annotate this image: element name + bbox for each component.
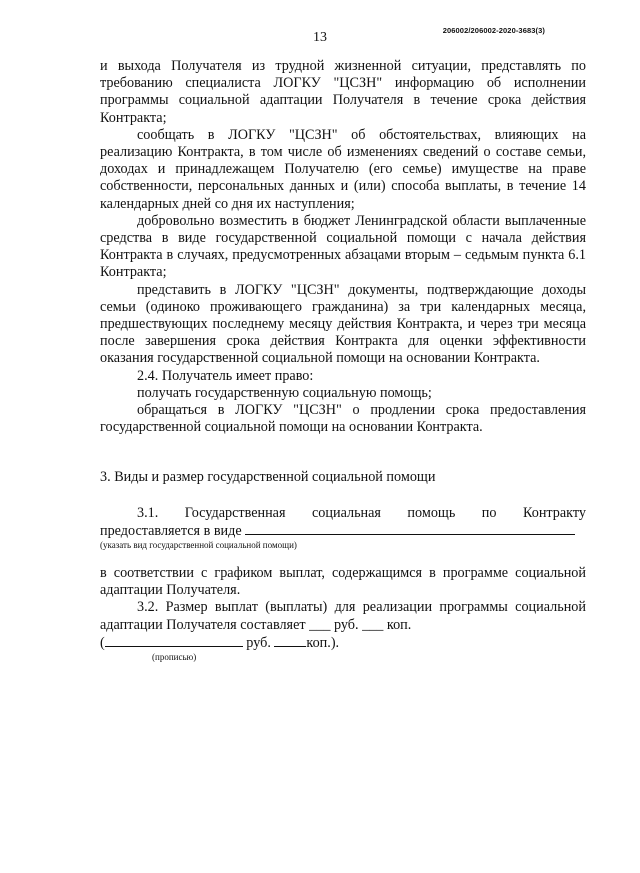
paragraph-refund: добровольно возместить в бюджет Ленинградской области выплаченные средства в виде государственной социальной помощи с начала действия Контракта в случаях, предусмотренных абзацами вторым – седьмым пункта 6.1 Контракта;: [100, 212, 586, 281]
clause-3-1-prefix: предоставляется в виде: [100, 522, 242, 539]
document-body: [100, 58, 586, 663]
clause-3-1-continuation: в соответствии с графиком выплат, содержащимся в программе социальной адаптации Получателя.: [100, 565, 586, 599]
clause-2-4-heading: 2.4. Получатель имеет право:: [137, 367, 314, 384]
paragraph-receive-help: получать государственную социальную помощь;: [137, 384, 432, 401]
paragraph-submit-documents: представить в ЛОГКУ "ЦСЗН" документы, подтверждающие доходы семьи (одиноко проживающего гражданина) за три календарных месяца, предшествующих последнему месяцу действия Контракта, и через три месяца после завершения срока действия Контракта для оценки эффективности оказания государственной социальной помощи на основании Контракта.: [100, 281, 586, 367]
clause-3-1-line1: 3.1. Государственная социальная помощь по Контракту: [137, 504, 586, 521]
kop-blank: [274, 634, 306, 647]
amount-words-caption: (прописью): [152, 652, 197, 663]
section-3-title: 3. Виды и размер государственной социальной помощи: [100, 469, 436, 486]
paragraph-report-info: и выхода Получателя из трудной жизненной ситуации, представлять по требованию специалиста ЛОГКУ "ЦСЗН" информацию об исполнении программы социальной адаптации Получателя в течение срока действия Контракта;: [100, 58, 586, 126]
rub-label: руб.: [246, 634, 271, 651]
document-code: 206002/206002-2020-3683(3): [442, 26, 545, 35]
clause-3-1-line2: [100, 522, 586, 540]
amount-open-paren: (: [100, 634, 105, 651]
paragraph-request-extension: обращаться в ЛОГКУ "ЦСЗН" о продлении срока предоставления государственной социальной помощи на основании Контракта.: [100, 402, 586, 436]
paragraph-notify-changes: сообщать в ЛОГКУ "ЦСЗН" об обстоятельствах, влияющих на реализацию Контракта, в том числе об изменениях сведений о составе семьи, доходах и принадлежащем Получателю (его семье) имуществе на праве собственности, персональных данных и (или) способа выплаты, в течение 14 календарных дней со дня их наступления;: [100, 126, 586, 212]
clause-3-2-amount-line: [100, 634, 586, 652]
amount-words-blank: [105, 634, 243, 647]
assistance-type-caption: (указать вид государственной социальной помощи): [100, 540, 297, 551]
page-number: 13: [313, 30, 327, 45]
assistance-type-blank: [245, 522, 575, 535]
clause-3-2: 3.2. Размер выплат (выплаты) для реализации программы социальной адаптации Получателя составляет ___ руб. ___ коп.: [100, 599, 586, 633]
kop-label: коп.).: [306, 634, 340, 651]
